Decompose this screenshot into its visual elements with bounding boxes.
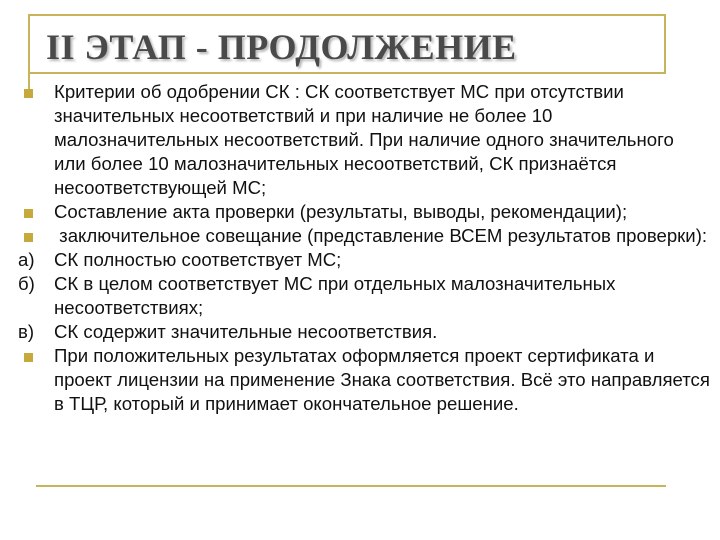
list-item-text: СК в целом соответствует МС при отдельных малозначительных несоответствиях; bbox=[54, 273, 616, 318]
list-item-meeting bbox=[18, 224, 710, 248]
square-bullet-icon bbox=[24, 353, 33, 362]
list-item-act bbox=[18, 200, 710, 224]
list-marker: в) bbox=[18, 321, 35, 342]
list-item-text: Составление акта проверки (результаты, выводы, рекомендации); bbox=[54, 201, 628, 222]
list-item-text: заключительное совещание (представление ВСЕМ результатов проверки): bbox=[54, 225, 708, 246]
list-item-text: Критерии об одобрении СК : СК соответствует МС при отсутствии значительных несоответствий и при наличие не более 10 малозначительных несоответствий. При наличие одного значительного или более 10 малозначительных несоответствий, СК признаётся несоответствующей МС; bbox=[54, 81, 674, 198]
list-item-criteria bbox=[18, 80, 710, 200]
slide-content bbox=[18, 80, 710, 416]
list-item-b bbox=[18, 272, 710, 320]
list-item-text: При положительных результатах оформляется проект сертификата и проект лицензии на применение Знака соответствия. Всё это направляется в ТЦР, который и принимает окончательное решение. bbox=[54, 345, 710, 414]
frame-top-line bbox=[28, 14, 666, 16]
list-item-text: СК полностью соответствует МС; bbox=[54, 249, 342, 270]
list-marker: а) bbox=[18, 249, 35, 270]
list-item-text: СК содержит значительные несоответствия. bbox=[54, 321, 438, 342]
slide-title: II ЭТАП - ПРОДОЛЖЕНИЕ bbox=[46, 27, 517, 67]
frame-right-line bbox=[664, 14, 666, 74]
footer-divider bbox=[36, 485, 666, 487]
list-item-a bbox=[18, 248, 710, 272]
list-marker: б) bbox=[18, 273, 35, 294]
list-item-c bbox=[18, 320, 710, 344]
list-item-positive-results bbox=[18, 344, 710, 416]
square-bullet-icon bbox=[24, 233, 33, 242]
square-bullet-icon bbox=[24, 209, 33, 218]
square-bullet-icon bbox=[24, 89, 33, 98]
title-underline bbox=[28, 72, 666, 74]
